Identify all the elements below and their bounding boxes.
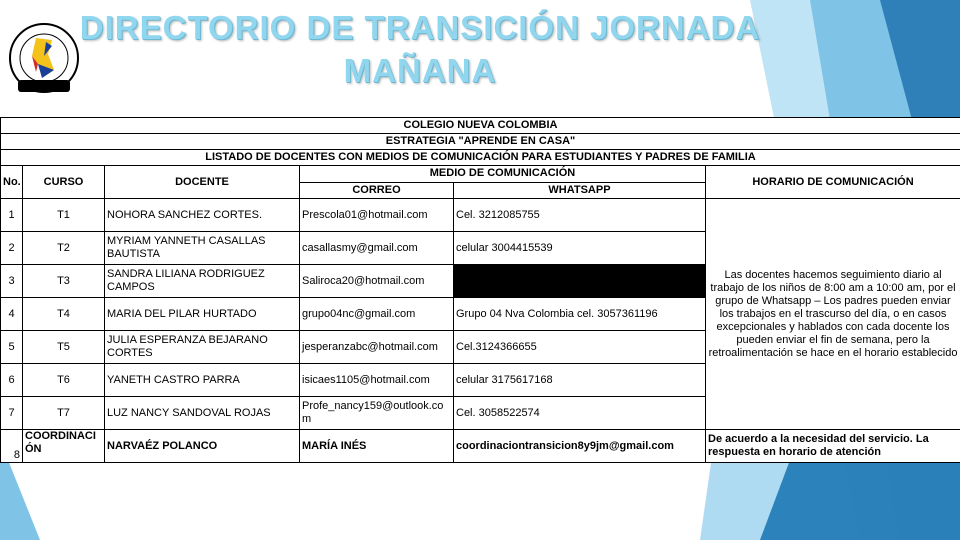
strategy-name: ESTRATEGIA "APRENDE EN CASA": [1, 134, 960, 150]
row-email: jesperanzabc@hotmail.com: [300, 331, 454, 364]
col-header-course: CURSO: [23, 166, 105, 199]
row-number: 5: [1, 331, 23, 364]
col-header-whatsapp: WHATSAPP: [454, 182, 706, 199]
schedule-description: Las docentes hacemos seguimiento diario al trabajo de los niños de 8:00 am a 10:00 am, por el grupo de Whatsapp – Los padres pueden enviar los trabajos en el trascurso del día, o en casos excepcionales y hablados con cada docente los pueden enviar el fin de semana, pero la retroalimentación se hace en el horario establecido: [706, 199, 960, 430]
row-number: 7: [1, 397, 23, 430]
row-teacher: JULIA ESPERANZA BEJARANO CORTES: [105, 331, 300, 364]
row-course: T7: [23, 397, 105, 430]
col-header-teacher: DOCENTE: [105, 166, 300, 199]
row-whatsapp: celular 3175617168: [454, 364, 706, 397]
col-header-medium: MEDIO DE COMUNICACIÓN: [300, 166, 706, 183]
row-number: 8: [1, 430, 23, 463]
row-email: isicaes1105@hotmail.com: [300, 364, 454, 397]
row-course: T4: [23, 298, 105, 331]
coordination-note: De acuerdo a la necesidad del servicio. La respuesta en horario de atención: [706, 430, 960, 463]
row-number: 2: [1, 232, 23, 265]
page-title: [60, 6, 780, 92]
listing-title: LISTADO DE DOCENTES CON MEDIOS DE COMUNICACIÓN PARA ESTUDIANTES Y PADRES DE FAMILIA: [1, 150, 960, 166]
row-course: T3: [23, 265, 105, 298]
row-whatsapp: celular 3004415539: [454, 232, 706, 265]
title-line-1: DIRECTORIO DE TRANSICIÓN JORNADA: [79, 9, 761, 46]
row-teacher: MARIA DEL PILAR HURTADO: [105, 298, 300, 331]
coordination-row: [1, 430, 960, 463]
row-email: Profe_nancy159@outlook.com: [300, 397, 454, 430]
col-header-no: No.: [1, 166, 23, 199]
row-course: T6: [23, 364, 105, 397]
redacted-whatsapp: [454, 265, 706, 298]
row-teacher: YANETH CASTRO PARRA: [105, 364, 300, 397]
row-whatsapp: Cel. 3058522574: [454, 397, 706, 430]
table-row: [1, 199, 960, 232]
row-teacher: NOHORA SANCHEZ CORTES.: [105, 199, 300, 232]
coordination-surname: NARVAÉZ POLANCO: [105, 430, 300, 463]
row-number: 1: [1, 199, 23, 232]
col-header-email: CORREO: [300, 182, 454, 199]
row-course: T2: [23, 232, 105, 265]
row-course: T1: [23, 199, 105, 232]
row-email: Prescola01@hotmail.com: [300, 199, 454, 232]
coordination-name: MARÍA INÉS: [300, 430, 454, 463]
col-header-schedule: HORARIO DE COMUNICACIÓN: [706, 166, 960, 199]
row-whatsapp: Cel.3124366655: [454, 331, 706, 364]
row-teacher: MYRIAM YANNETH CASALLAS BAUTISTA: [105, 232, 300, 265]
row-email: grupo04nc@gmail.com: [300, 298, 454, 331]
row-email: Saliroca20@hotmail.com: [300, 265, 454, 298]
directory-table: [0, 117, 960, 463]
row-number: 3: [1, 265, 23, 298]
coordination-label: COORDINACIÓN: [23, 430, 105, 463]
row-whatsapp: Cel. 3212085755: [454, 199, 706, 232]
school-name: COLEGIO NUEVA COLOMBIA: [1, 118, 960, 134]
row-number: 4: [1, 298, 23, 331]
row-number: 6: [1, 364, 23, 397]
row-teacher: LUZ NANCY SANDOVAL ROJAS: [105, 397, 300, 430]
row-whatsapp: Grupo 04 Nva Colombia cel. 3057361196: [454, 298, 706, 331]
row-teacher: SANDRA LILIANA RODRIGUEZ CAMPOS: [105, 265, 300, 298]
row-course: T5: [23, 331, 105, 364]
title-line-2: MAÑANA: [343, 52, 497, 89]
coordination-email: coordinaciontransicion8y9jm@gmail.com: [454, 430, 706, 463]
row-email: casallasmy@gmail.com: [300, 232, 454, 265]
